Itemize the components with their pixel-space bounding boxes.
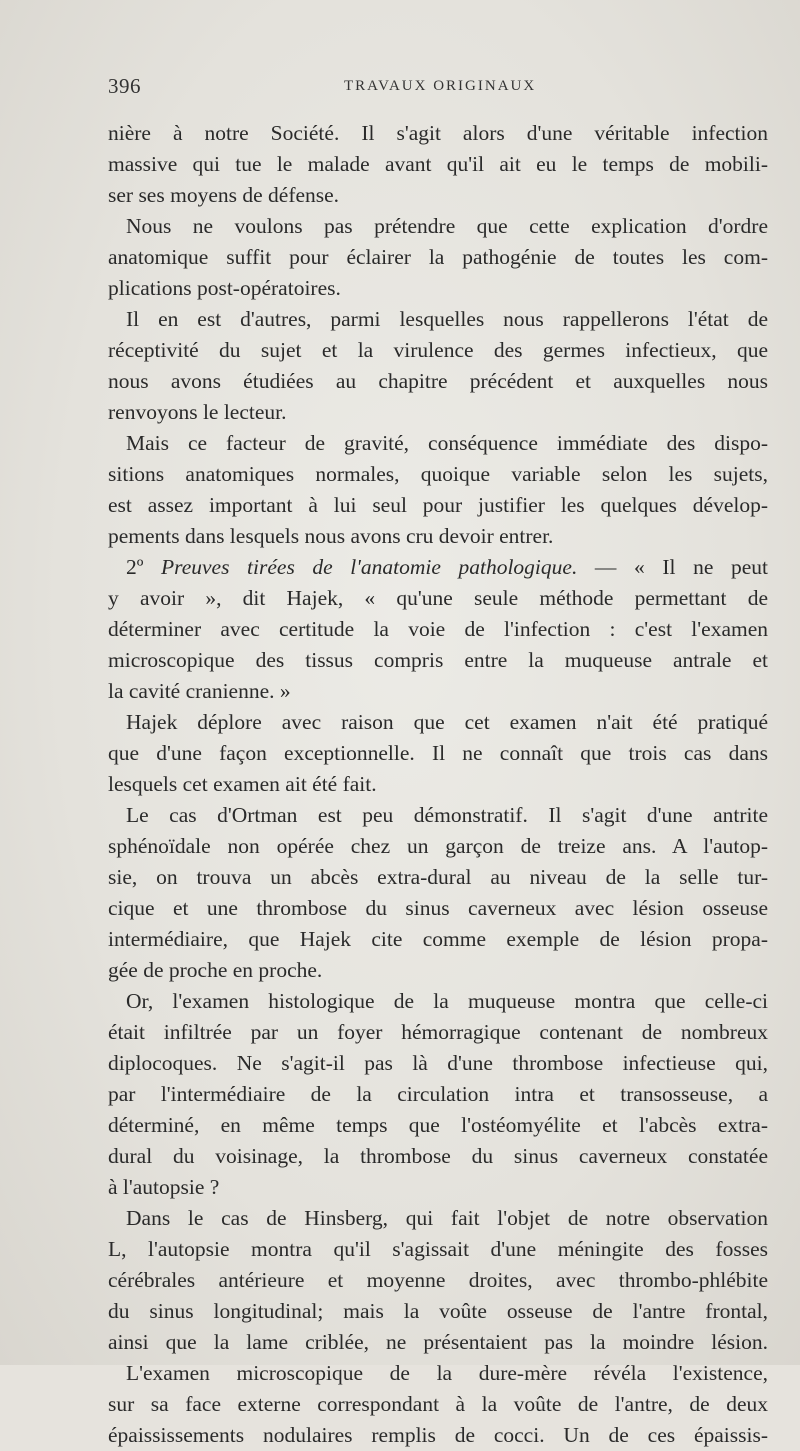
- text-line: à l'autopsie ?: [108, 1175, 220, 1199]
- text-line: sphénoïdale non opérée chez un garçon de treize ans. A l'autop-: [108, 834, 768, 858]
- text-line: [108, 552, 768, 583]
- text-line: nous avons étudiées au chapitre précédent et auxquelles nous: [108, 369, 768, 393]
- text-line: renvoyons le lecteur.: [108, 400, 287, 424]
- text-line: intermédiaire, que Hajek cite comme exemple de lésion propa-: [108, 927, 768, 951]
- text-line: diplocoques. Ne s'agit-il pas là d'une thrombose infectieuse qui,: [108, 1051, 768, 1075]
- text-line: est assez important à lui seul pour justifier les quelques dévelop-: [108, 493, 768, 517]
- text-line: du sinus longitudinal; mais la voûte osseuse de l'antre frontal,: [108, 1299, 768, 1323]
- text-line: que d'une façon exceptionnelle. Il ne connaît que trois cas dans: [108, 741, 768, 765]
- text-line: Il en est d'autres, parmi lesquelles nous rappellerons l'état de: [126, 307, 768, 331]
- text-line: plications post-opératoires.: [108, 276, 341, 300]
- text-line: cérébrales antérieure et moyenne droites, avec thrombo-phlébite: [108, 1268, 768, 1292]
- section-heading: Preuves tirées de l'anatomie pathologique.: [161, 555, 578, 579]
- text-line: dural du voisinage, la thrombose du sinus caverneux constatée: [108, 1144, 768, 1168]
- text-line: était infiltrée par un foyer hémorragique contenant de nombreux: [108, 1020, 768, 1044]
- running-title: TRAVAUX ORIGINAUX: [344, 78, 537, 94]
- text-line: pements dans lesquels nous avons cru devoir entrer.: [108, 524, 554, 548]
- section-number: 2º: [126, 555, 144, 579]
- text-line: ser ses moyens de défense.: [108, 183, 340, 207]
- text-line: déterminé, en même temps que l'ostéomyélite et l'abcès extra-: [108, 1113, 768, 1137]
- text-line: y avoir », dit Hajek, « qu'une seule méthode permettant de: [108, 586, 768, 610]
- text-line: Le cas d'Ortman est peu démonstratif. Il s'agit d'une antrite: [126, 803, 768, 827]
- text-line: réceptivité du sujet et la virulence des germes infectieux, que: [108, 338, 768, 362]
- section-quote-start: — « Il ne peut: [594, 555, 768, 579]
- text-line: épaississements nodulaires remplis de cocci. Un de ces épaissis-: [108, 1423, 768, 1447]
- body-text: [108, 118, 768, 1451]
- text-line: L, l'autopsie montra qu'il s'agissait d'une méningite des fosses: [108, 1237, 768, 1261]
- text-line: sur sa face externe correspondant à la voûte de l'antre, de deux: [108, 1392, 768, 1416]
- text-line: par l'intermédiaire de la circulation intra et transosseuse, a: [108, 1082, 768, 1106]
- text-line: la cavité cranienne. »: [108, 679, 291, 703]
- text-line: sitions anatomiques normales, quoique variable selon les sujets,: [108, 462, 768, 486]
- text-line: ainsi que la lame criblée, ne présentaient pas la moindre lésion.: [108, 1330, 768, 1354]
- text-line: déterminer avec certitude la voie de l'infection : c'est l'examen: [108, 617, 768, 641]
- text-line: Hajek déplore avec raison que cet examen n'ait été pratiqué: [126, 710, 768, 734]
- text-line: massive qui tue le malade avant qu'il ait eu le temps de mobili-: [108, 152, 768, 176]
- text-line: nière à notre Société. Il s'agit alors d'une véritable infection: [108, 121, 768, 145]
- text-line: cique et une thrombose du sinus caverneux avec lésion osseuse: [108, 896, 768, 920]
- text-line: Or, l'examen histologique de la muqueuse montra que celle-ci: [126, 989, 768, 1013]
- text-line: Nous ne voulons pas prétendre que cette explication d'ordre: [126, 214, 768, 238]
- text-line: lesquels cet examen ait été fait.: [108, 772, 377, 796]
- page-number: 396: [108, 74, 141, 98]
- text-line: Mais ce facteur de gravité, conséquence immédiate des dispo-: [126, 431, 768, 455]
- text-line: anatomique suffit pour éclairer la pathogénie de toutes les com-: [108, 245, 768, 269]
- text-line: microscopique des tissus compris entre la muqueuse antrale et: [108, 648, 768, 672]
- text-line: sie, on trouva un abcès extra-dural au niveau de la selle tur-: [108, 865, 768, 889]
- text-line: L'examen microscopique de la dure-mère révéla l'existence,: [126, 1361, 768, 1385]
- text-line: Dans le cas de Hinsberg, qui fait l'objet de notre observation: [126, 1206, 768, 1230]
- text-line: gée de proche en proche.: [108, 958, 323, 982]
